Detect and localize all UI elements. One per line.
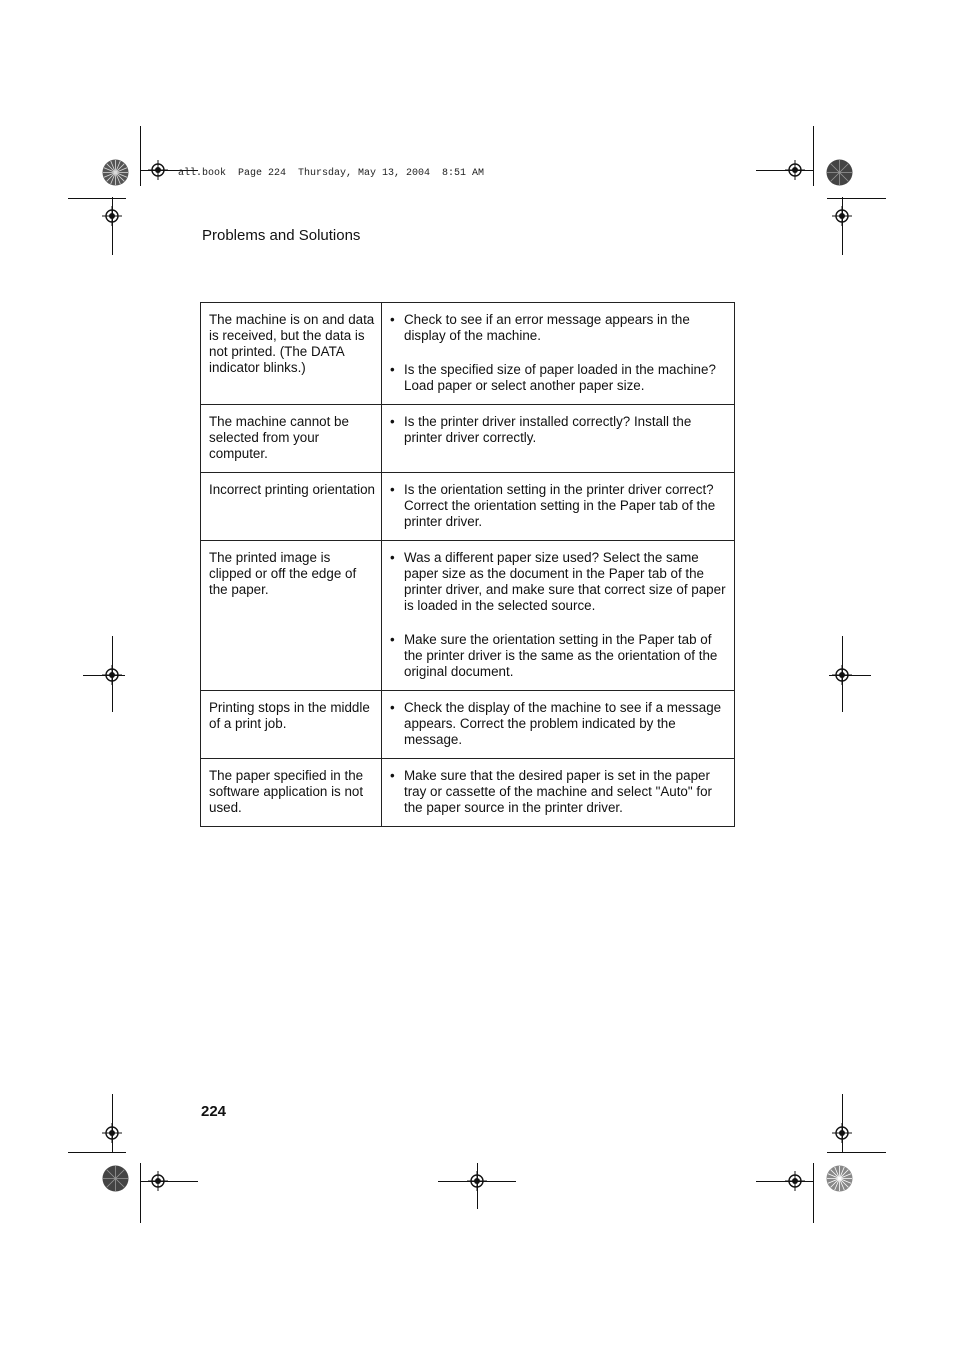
crop-line [827, 1152, 886, 1153]
solution-list [390, 482, 729, 530]
crosshair-target-icon [148, 1171, 168, 1191]
solution-list [390, 768, 729, 816]
section-title: Problems and Solutions [202, 227, 361, 244]
solution-text: Make sure the orientation setting in the Paper tab of the printer driver is the same as the orientation of the original document. [404, 632, 718, 679]
bullet-icon: • [390, 414, 395, 429]
bullet-icon: • [390, 700, 395, 715]
bullet-icon: • [390, 768, 395, 783]
solution-text: Check the display of the machine to see if a message appears. Correct the problem indicated by the message. [404, 700, 722, 747]
list-item [390, 414, 729, 446]
crosshair-target-icon [832, 665, 852, 685]
solution-text: Is the orientation setting in the printer driver correct? Correct the orientation setting in the Paper tab of the printer driver. [404, 482, 716, 529]
crop-line [140, 126, 141, 186]
solution-text: Is the printer driver installed correctly? Install the printer driver correctly. [404, 414, 692, 445]
solutions-cell [382, 405, 735, 473]
crop-line [68, 198, 126, 199]
bullet-icon: • [390, 550, 395, 565]
bullet-icon: • [390, 362, 395, 377]
solutions-cell [382, 759, 735, 827]
crop-line [827, 198, 886, 199]
crosshair-target-icon [102, 1123, 122, 1143]
list-item [390, 700, 729, 748]
table-row [201, 405, 735, 473]
crop-line [140, 1163, 141, 1223]
crop-line [813, 1163, 814, 1223]
crop-line [68, 1152, 126, 1153]
table-row [201, 759, 735, 827]
solution-text: Make sure that the desired paper is set in the paper tray or cassette of the machine and select "Auto" for the paper source in the printer driver. [404, 768, 712, 815]
table-row [201, 541, 735, 691]
table-row [201, 691, 735, 759]
crosshair-target-icon [832, 1123, 852, 1143]
crosshair-target-icon [102, 206, 122, 226]
crosshair-target-icon [785, 160, 805, 180]
solutions-cell [382, 541, 735, 691]
problem-cell: Incorrect printing orientation [201, 473, 382, 541]
problem-cell: The printed image is clipped or off the edge of the paper. [201, 541, 382, 691]
solution-text: Was a different paper size used? Select the same paper size as the document in the Paper tab of the printer driver, and make sure that correct size of paper is loaded in the selected source. [404, 550, 726, 613]
problem-cell: The machine cannot be selected from your computer. [201, 405, 382, 473]
solution-text: Check to see if an error message appears in the display of the machine. [404, 312, 690, 343]
starburst-disc-icon [102, 159, 129, 186]
list-item [390, 482, 729, 530]
file-info-header: all.book Page 224 Thursday, May 13, 2004 8:51 AM [178, 168, 485, 179]
list-item [390, 550, 729, 614]
problem-cell: The paper specified in the software application is not used. [201, 759, 382, 827]
problem-cell: Printing stops in the middle of a print job. [201, 691, 382, 759]
crosshair-target-icon [102, 665, 122, 685]
list-item [390, 632, 729, 680]
solution-list [390, 550, 729, 680]
list-item [390, 362, 729, 394]
table-row [201, 303, 735, 405]
page-number: 224 [201, 1103, 227, 1120]
solutions-cell [382, 691, 735, 759]
table-row [201, 473, 735, 541]
crosshair-target-icon [832, 206, 852, 226]
troubleshooting-table [200, 302, 735, 827]
starburst-disc-icon [102, 1165, 129, 1192]
bullet-icon: • [390, 312, 395, 327]
list-item [390, 312, 729, 344]
crop-line [813, 126, 814, 186]
crosshair-target-icon [148, 160, 168, 180]
solutions-cell [382, 473, 735, 541]
starburst-disc-icon [826, 159, 853, 186]
solution-text: Is the specified size of paper loaded in the machine? Load paper or select another paper size. [404, 362, 716, 393]
problem-cell: The machine is on and data is received, but the data is not printed. (The DATA indicator blinks.) [201, 303, 382, 405]
starburst-disc-icon [826, 1165, 853, 1192]
solution-list [390, 312, 729, 394]
solutions-cell [382, 303, 735, 405]
bullet-icon: • [390, 482, 395, 497]
bullet-icon: • [390, 632, 395, 647]
list-item [390, 768, 729, 816]
crosshair-target-icon [467, 1171, 487, 1191]
solution-list [390, 414, 729, 446]
solution-list [390, 700, 729, 748]
crosshair-target-icon [785, 1171, 805, 1191]
